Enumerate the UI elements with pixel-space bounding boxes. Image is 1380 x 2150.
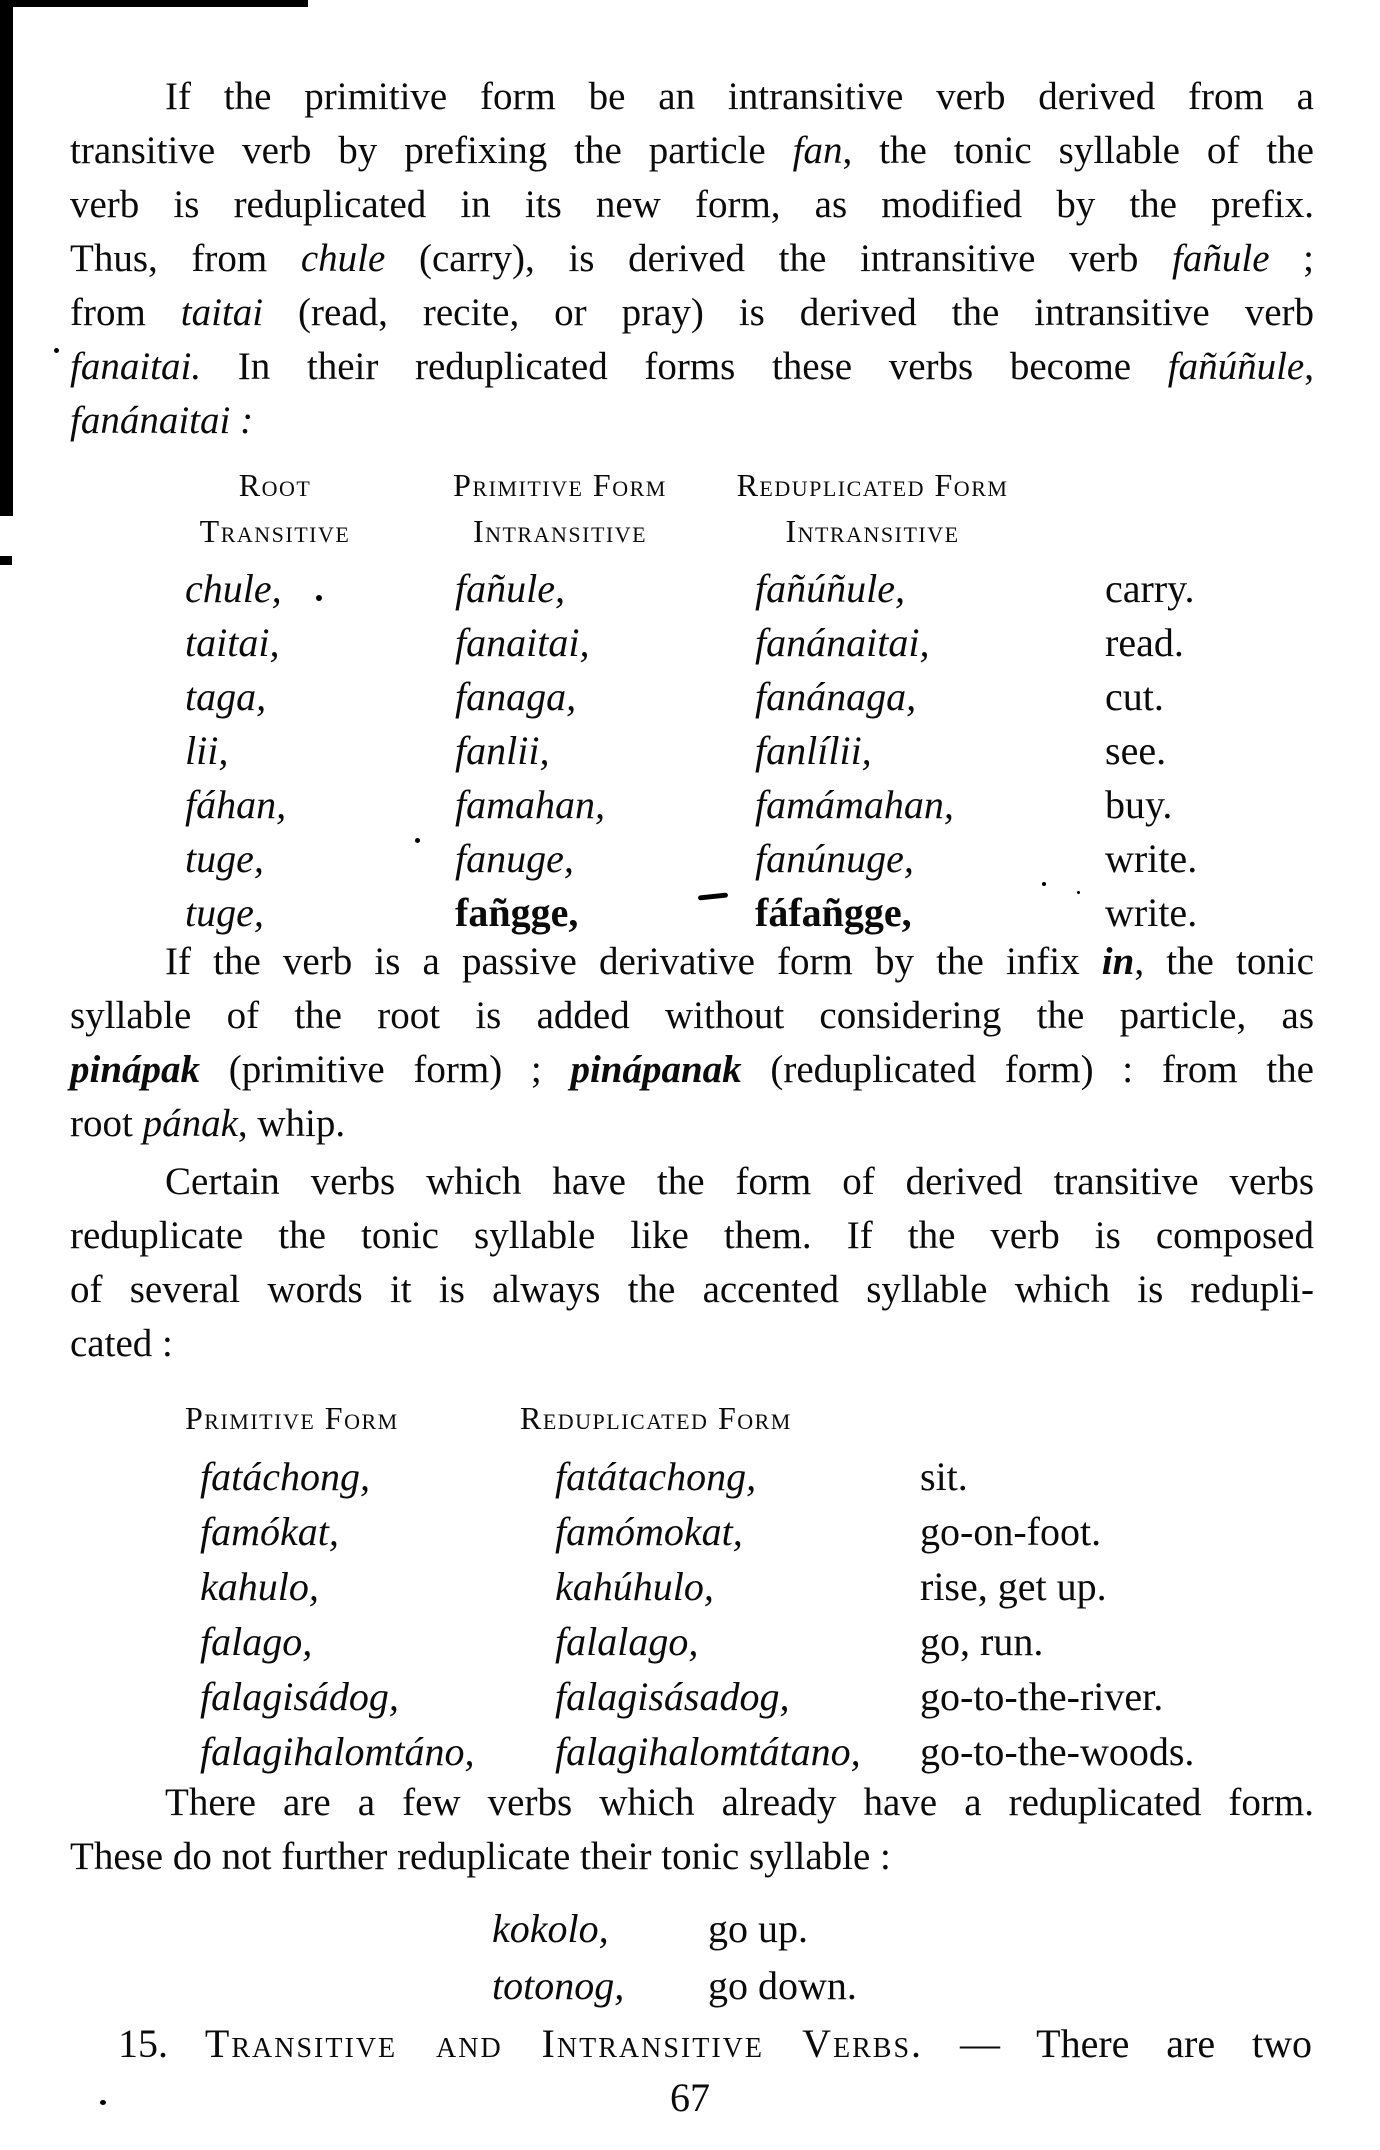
- text-segment: (carry), is derived the intransitive verb: [385, 237, 1173, 280]
- section-lead-text: — There are two: [959, 2021, 1313, 2066]
- italic-term: fanánaitai :: [70, 399, 254, 442]
- table-row: [0, 1670, 1380, 1724]
- text-line: [70, 70, 1314, 124]
- table-cell: fañúñule,: [755, 566, 905, 611]
- table-cell: kahúhulo,: [555, 1564, 714, 1609]
- italic-term: chule: [300, 237, 386, 280]
- table-cell: see.: [1105, 728, 1167, 773]
- section-title: Transitive and Intransitive Verbs.: [204, 2021, 924, 2066]
- table-cell: totonog,: [492, 1963, 625, 2008]
- table-cell: go, run.: [920, 1619, 1044, 1664]
- table-cell: go up.: [708, 1906, 808, 1951]
- table-cell: fanaitai,: [455, 620, 590, 665]
- table-row: [0, 616, 1380, 670]
- paragraph-1: [70, 70, 1314, 448]
- text-segment: , the tonic syllable of the: [842, 129, 1314, 172]
- text-segment: reduplicate the tonic syllable like them. If the verb is composed: [70, 1214, 1314, 1257]
- table-cell: fanúnuge,: [755, 836, 914, 881]
- table-cell: chule,: [185, 566, 282, 611]
- table-cell: fanánaitai,: [755, 620, 930, 665]
- column-header-root: [155, 462, 395, 554]
- table-row: [0, 1615, 1380, 1669]
- table-row: [0, 1725, 1380, 1779]
- italic-term: in: [1101, 940, 1135, 983]
- table-cell: go down.: [708, 1963, 857, 2008]
- table-cell: famómokat,: [555, 1509, 743, 1554]
- text-segment: (reduplicated form) : from the: [741, 1048, 1314, 1091]
- header-line: Root: [238, 467, 312, 503]
- text-line: [70, 1209, 1314, 1263]
- table-cell: go-on-foot.: [920, 1509, 1102, 1554]
- table-cell: famámahan,: [755, 782, 954, 827]
- italic-term: pinápanak: [570, 1048, 742, 1091]
- header-line: Transitive: [199, 513, 351, 549]
- table-row: [0, 1450, 1380, 1504]
- table-cell: fáfañgge,: [755, 890, 912, 935]
- text-line: [70, 1155, 1314, 1209]
- text-segment: from: [70, 291, 181, 334]
- text-line: [70, 1043, 1314, 1097]
- table-cell: cut.: [1105, 674, 1164, 719]
- table-cell: fanuge,: [455, 836, 574, 881]
- paragraph-3: [70, 1155, 1314, 1371]
- text-line: [70, 1776, 1314, 1830]
- table-cell: kokolo,: [492, 1906, 609, 1951]
- text-line: [70, 232, 1314, 286]
- header-line: Primitive Form: [453, 467, 667, 503]
- table-cell: taitai,: [185, 620, 280, 665]
- text-segment: transitive verb by prefixing the particle: [70, 129, 793, 172]
- table-cell: falagihalomtáno,: [200, 1729, 475, 1774]
- column-header-reduplicated-form: [700, 462, 1045, 554]
- italic-term: fañule: [1172, 237, 1270, 280]
- table-cell: falago,: [200, 1619, 313, 1664]
- text-line: [70, 1317, 1314, 1371]
- table-cell: read.: [1105, 620, 1184, 665]
- table-cell: fanlii,: [455, 728, 550, 773]
- column-header-reduplicated-form: Reduplicated Form: [520, 1400, 792, 1436]
- table-cell: fañule,: [455, 566, 565, 611]
- table-cell: fatátachong,: [555, 1454, 757, 1499]
- section-number: 15.: [118, 2021, 168, 2066]
- table-cell: go-to-the-river.: [920, 1674, 1164, 1719]
- text-segment: verb is reduplicated in its new form, as modified by the prefix.: [70, 183, 1314, 226]
- text-segment: of several words it is always the accented syllable which is redupli-: [70, 1268, 1314, 1311]
- text-line: [70, 1830, 1314, 1884]
- text-segment: ,: [1304, 345, 1314, 388]
- table-row: [0, 1560, 1380, 1614]
- section-heading: [118, 2016, 1312, 2072]
- table-row: [0, 724, 1380, 778]
- table-row: [0, 562, 1380, 616]
- table-cell: falagisásadog,: [555, 1674, 790, 1719]
- paragraph-2: [70, 935, 1314, 1151]
- column-header-primitive-form: [415, 462, 705, 554]
- table-cell: taga,: [185, 674, 267, 719]
- italic-term: fanaitai.: [70, 345, 202, 388]
- text-segment: Certain verbs which have the form of derived transitive verbs: [165, 1160, 1314, 1203]
- table-cell: fanlílii,: [755, 728, 872, 773]
- table-cell: write.: [1105, 836, 1198, 881]
- table-cell: rise, get up.: [920, 1564, 1107, 1609]
- table-row: [0, 1959, 1380, 2013]
- italic-term: fan: [792, 129, 843, 172]
- text-segment: syllable of the root is added without considering the particle, as: [70, 994, 1314, 1037]
- table-cell: fanaga,: [455, 674, 577, 719]
- text-line: [70, 286, 1314, 340]
- scan-artifact-speck: [54, 348, 59, 353]
- text-segment: There are a few verbs which already have a reduplicated form.: [165, 1781, 1314, 1824]
- table-row: [0, 778, 1380, 832]
- text-line: [70, 394, 1314, 448]
- table-cell: famahan,: [455, 782, 605, 827]
- table-cell: go-to-the-woods.: [920, 1729, 1195, 1774]
- paragraph-4: [70, 1776, 1314, 1884]
- text-segment: If the verb is a passive derivative form by the infix: [165, 940, 1102, 983]
- table-row: [0, 670, 1380, 724]
- table-cell: fatáchong,: [200, 1454, 370, 1499]
- text-segment: These do not further reduplicate their tonic syllable :: [70, 1835, 891, 1878]
- text-line: [70, 1263, 1314, 1317]
- table-row: [0, 1505, 1380, 1559]
- italic-term: fañúñule: [1167, 345, 1305, 388]
- table-cell: fañgge,: [455, 890, 579, 935]
- text-segment: Thus, from: [70, 237, 301, 280]
- italic-term: taitai: [180, 291, 264, 334]
- table-cell: carry.: [1105, 566, 1195, 611]
- page-number: 67: [670, 2075, 710, 2120]
- header-line: Intransitive: [785, 513, 960, 549]
- header-line: Reduplicated Form: [736, 467, 1009, 503]
- text-segment: (primitive form) ;: [200, 1048, 571, 1091]
- table-cell: fanánaga,: [755, 674, 917, 719]
- scan-artifact-top-bar: [0, 0, 308, 7]
- table-cell: write.: [1105, 890, 1198, 935]
- scan-artifact-left-bar: [0, 0, 13, 516]
- text-segment: , whip.: [237, 1102, 346, 1145]
- text-line: [70, 340, 1314, 394]
- header-line: Intransitive: [472, 513, 648, 549]
- italic-term: pinápak: [70, 1048, 201, 1091]
- text-line: [70, 1097, 1314, 1151]
- text-line: [70, 935, 1314, 989]
- table-row: [0, 1902, 1380, 1956]
- text-segment: cated :: [70, 1322, 173, 1365]
- text-segment: root: [70, 1102, 143, 1145]
- table-cell: falagihalomtátano,: [555, 1729, 861, 1774]
- table-row: [0, 886, 1380, 940]
- table-cell: falagisádog,: [200, 1674, 399, 1719]
- table-cell: sit.: [920, 1454, 968, 1499]
- text-segment: , the tonic: [1134, 940, 1314, 983]
- text-segment: ;: [1269, 237, 1314, 280]
- table-cell: famókat,: [200, 1509, 339, 1554]
- text-segment: (read, recite, or pray) is derived the intransitive verb: [263, 291, 1314, 334]
- table-cell: lii,: [185, 728, 229, 773]
- italic-term: pának: [142, 1102, 238, 1145]
- table-cell: tuge,: [185, 890, 264, 935]
- text-line: [70, 989, 1314, 1043]
- table-row: [0, 832, 1380, 886]
- table-cell: buy.: [1105, 782, 1173, 827]
- text-segment: In their reduplicated forms these verbs become: [201, 345, 1168, 388]
- table-cell: tuge,: [185, 836, 264, 881]
- text-line: [70, 124, 1314, 178]
- table-cell: falalago,: [555, 1619, 699, 1664]
- table-cell: fáhan,: [185, 782, 287, 827]
- column-header-primitive-form: Primitive Form: [185, 1400, 399, 1436]
- table-cell: kahulo,: [200, 1564, 319, 1609]
- text-segment: If the primitive form be an intransitive verb derived from a: [165, 75, 1314, 118]
- text-line: [70, 178, 1314, 232]
